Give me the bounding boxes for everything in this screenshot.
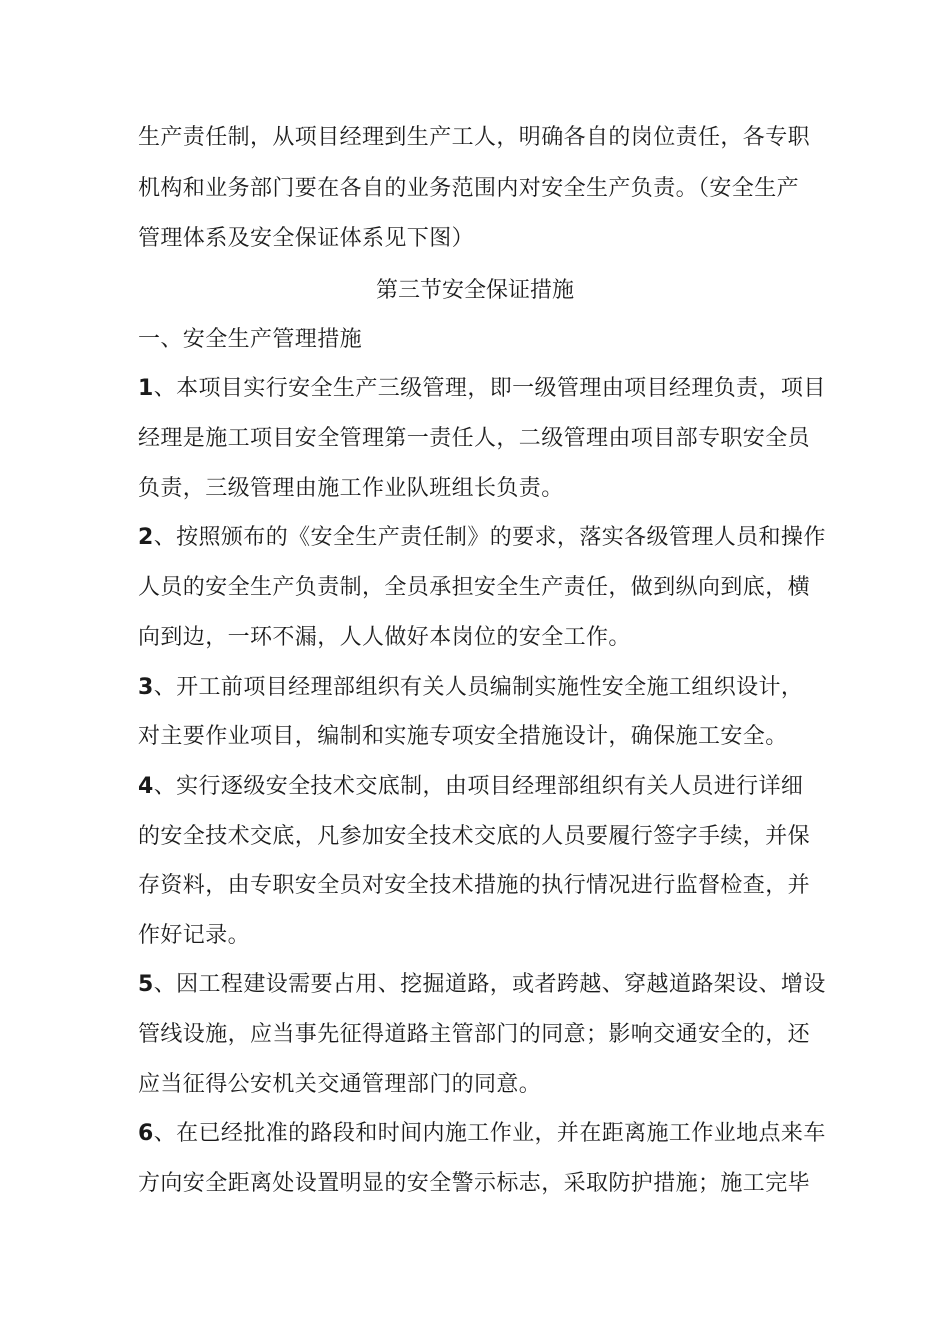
item-number: 1 (138, 376, 154, 401)
item-1-line-2: 经理是施工项目安全管理第一责任人，二级管理由项目部专职安全员 (138, 426, 811, 451)
item-5-line-3: 应当征得公安机关交通管理部门的同意。 (138, 1072, 542, 1097)
item-number: 4 (138, 774, 154, 799)
item-1-line-3: 负责，三级管理由施工作业队班组长负责。 (138, 476, 564, 501)
item-5-line-1 (138, 970, 826, 1000)
item-4-line-2: 的安全技术交底，凡参加安全技术交底的人员要履行签字手续，并保 (138, 824, 811, 849)
intro-line-1: 生产责任制，从项目经理到生产工人，明确各自的岗位责任，各专职 (138, 125, 811, 150)
item-5-line-2: 管线设施，应当事先征得道路主管部门的同意；影响交通安全的，还 (138, 1022, 811, 1047)
item-3-line-1 (138, 673, 803, 703)
item-4-line-3: 存资料，由专职安全员对安全技术措施的执行情况进行监督检查，并 (138, 873, 811, 898)
item-text: 、在已经批准的路段和时间内施工作业，并在距离施工作业地点来车 (153, 1121, 826, 1146)
item-text: 、本项目实行安全生产三级管理，即一级管理由项目经理负责，项目 (153, 376, 826, 401)
item-6-line-2: 方向安全距离处设置明显的安全警示标志，采取防护措施；施工完毕 (138, 1171, 811, 1196)
item-2-line-2: 人员的安全生产负责制，全员承担安全生产责任，做到纵向到底，横 (138, 575, 811, 600)
item-1-line-1 (138, 374, 826, 404)
item-2-line-3: 向到边，一环不漏，人人做好本岗位的安全工作。 (138, 625, 631, 650)
item-text: 、因工程建设需要占用、挖掘道路，或者跨越、穿越道路架设、增设 (153, 972, 826, 997)
item-4-line-1 (138, 772, 803, 802)
item-number: 5 (138, 972, 154, 997)
item-text: 、按照颁布的《安全生产责任制》的要求，落实各级管理人员和操作 (153, 525, 826, 550)
subsection-title: 一、安全生产管理措施 (138, 327, 363, 352)
item-3-line-2: 对主要作业项目，编制和实施专项安全措施设计，确保施工安全。 (138, 724, 788, 749)
item-4-line-4: 作好记录。 (138, 923, 251, 948)
item-2-line-1 (138, 523, 826, 553)
item-text: 、开工前项目经理部组织有关人员编制实施性安全施工组织设计， (153, 675, 804, 700)
item-number: 3 (138, 675, 154, 700)
intro-line-3: 管理体系及安全保证体系见下图） (138, 226, 475, 251)
item-6-line-1 (138, 1119, 826, 1149)
intro-line-2: 机构和业务部门要在各自的业务范围内对安全生产负责。（安全生产 (138, 176, 800, 201)
item-text: 、实行逐级安全技术交底制，由项目经理部组织有关人员进行详细 (153, 774, 804, 799)
item-number: 6 (138, 1121, 154, 1146)
item-number: 2 (138, 525, 154, 550)
section-title: 第三节安全保证措施 (375, 278, 574, 303)
